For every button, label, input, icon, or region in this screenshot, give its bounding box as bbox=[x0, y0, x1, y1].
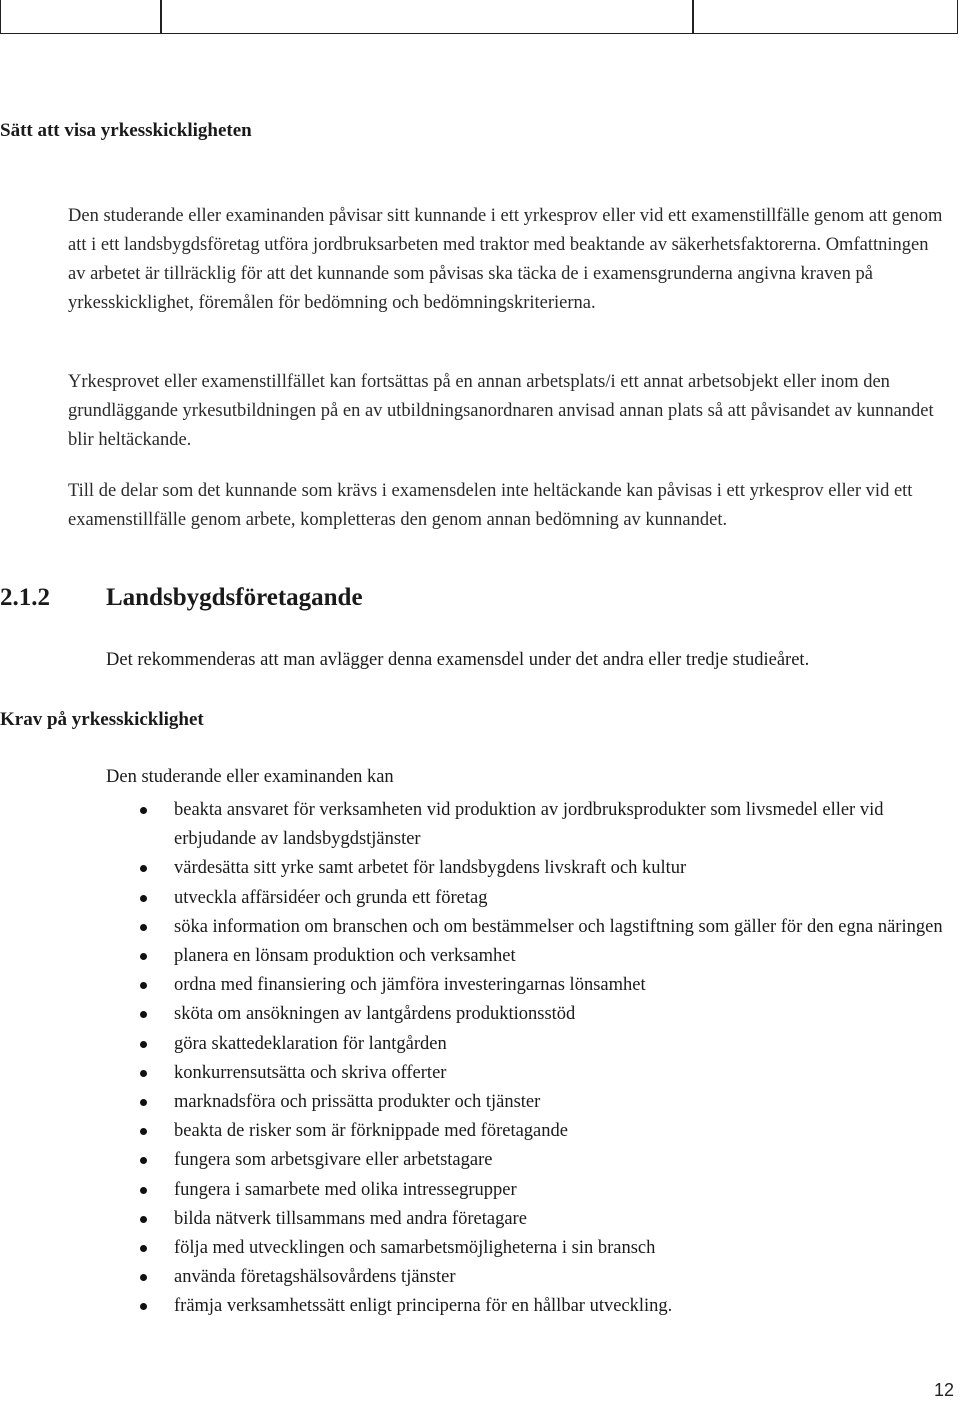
table-top-fragment bbox=[0, 0, 960, 36]
bullet-icon bbox=[140, 1099, 147, 1106]
paragraph-supplement: Till de delar som det kunnande som krävs i examensdelen inte heltäckande kan påvisas i ett yrkesprov eller vid ett examenstillfälle genom arbete, kompletteras den genom annan bedömning av kunnandet. bbox=[68, 481, 913, 530]
page-number: 12 bbox=[933, 1380, 954, 1400]
list-item: bilda nätverk tillsammans med andra företagare bbox=[106, 1205, 960, 1234]
list-item: värdesätta sitt yrke samt arbetet för landsbygdens livskraft och kultur bbox=[106, 854, 960, 883]
list-item: använda företagshälsovårdens tjänster bbox=[106, 1263, 960, 1292]
paragraph-continuation: Yrkesprovet eller examenstillfället kan fortsättas på en annan arbetsplats/i ett annat arbetsobjekt eller inom den grundläggande yrkesutbildningen på en av utbildningsanordnaren anvisad annan plats så att påvisandet av kunnandet blir heltäckande. bbox=[68, 372, 934, 450]
subsection-heading bbox=[0, 584, 363, 612]
recommendation-note: Det rekommenderas att man avlägger denna examensdel under det andra eller tredje studieåret. bbox=[106, 650, 810, 670]
list-item: utveckla affärsidéer och grunda ett företag bbox=[106, 884, 960, 913]
list-item: planera en lönsam produktion och verksamhet bbox=[106, 942, 960, 971]
bullet-icon bbox=[140, 1187, 147, 1194]
subsection-number: 2.1.2 bbox=[0, 584, 50, 611]
list-item: konkurrensutsätta och skriva offerter bbox=[106, 1059, 960, 1088]
table-cell bbox=[160, 0, 694, 34]
table-cell bbox=[0, 0, 162, 34]
bullet-icon bbox=[140, 1157, 147, 1164]
list-item: följa med utvecklingen och samarbetsmöjligheterna i sin bransch bbox=[106, 1234, 960, 1263]
list-item: beakta de risker som är förknippade med företagande bbox=[106, 1117, 960, 1146]
bullet-icon bbox=[140, 1274, 147, 1281]
bullet-icon bbox=[140, 1041, 147, 1048]
bullet-icon bbox=[140, 865, 147, 872]
list-item: göra skattedeklaration för lantgården bbox=[106, 1030, 960, 1059]
list-intro: Den studerande eller examinanden kan bbox=[106, 767, 394, 787]
section-heading: Sätt att visa yrkesskickligheten bbox=[0, 120, 252, 141]
list-item: marknadsföra och prissätta produkter och tjänster bbox=[106, 1088, 960, 1117]
bullet-icon bbox=[140, 1303, 147, 1310]
bullet-icon bbox=[140, 924, 147, 931]
list-item: främja verksamhetssätt enligt principerna för en hållbar utveckling. bbox=[106, 1292, 960, 1321]
bullet-icon bbox=[140, 1128, 147, 1135]
bullet-icon bbox=[140, 1245, 147, 1252]
list-item: sköta om ansökningen av lantgårdens produktionsstöd bbox=[106, 1000, 960, 1029]
bullet-icon bbox=[140, 1011, 147, 1018]
list-item: ordna med finansiering och jämföra investeringarnas lönsamhet bbox=[106, 971, 960, 1000]
paragraph-demonstration: Den studerande eller examinanden påvisar sitt kunnande i ett yrkesprov eller vid ett examenstillfälle genom att genom att i ett landsbygdsföretag utföra jordbruksarbeten med traktor med beaktande av säkerhetsfaktorerna. Omfattningen av arbetet är tillräcklig för att det kunnande som påvisas ska täcka de i examensgrunderna angivna kraven på yrkesskicklighet, föremålen för bedömning och bedömningskriterierna. bbox=[68, 206, 943, 313]
requirements-list bbox=[106, 796, 960, 1322]
table-cell bbox=[692, 0, 958, 34]
list-item: fungera i samarbete med olika intressegrupper bbox=[106, 1176, 960, 1205]
list-item: fungera som arbetsgivare eller arbetstagare bbox=[106, 1146, 960, 1175]
bullet-icon bbox=[140, 982, 147, 989]
list-item: söka information om branschen och om bestämmelser och lagstiftning som gäller för den egna näringen bbox=[106, 913, 960, 942]
bullet-icon bbox=[140, 1070, 147, 1077]
bullet-icon bbox=[140, 953, 147, 960]
requirements-heading: Krav på yrkesskicklighet bbox=[0, 709, 204, 730]
bullet-icon bbox=[140, 1216, 147, 1223]
list-item: beakta ansvaret för verksamheten vid produktion av jordbruksprodukter som livsmedel eller vid erbjudande av landsbygdstjänster bbox=[106, 796, 960, 854]
bullet-icon bbox=[140, 895, 147, 902]
bullet-icon bbox=[140, 807, 147, 814]
subsection-title: Landsbygdsföretagande bbox=[106, 584, 363, 611]
